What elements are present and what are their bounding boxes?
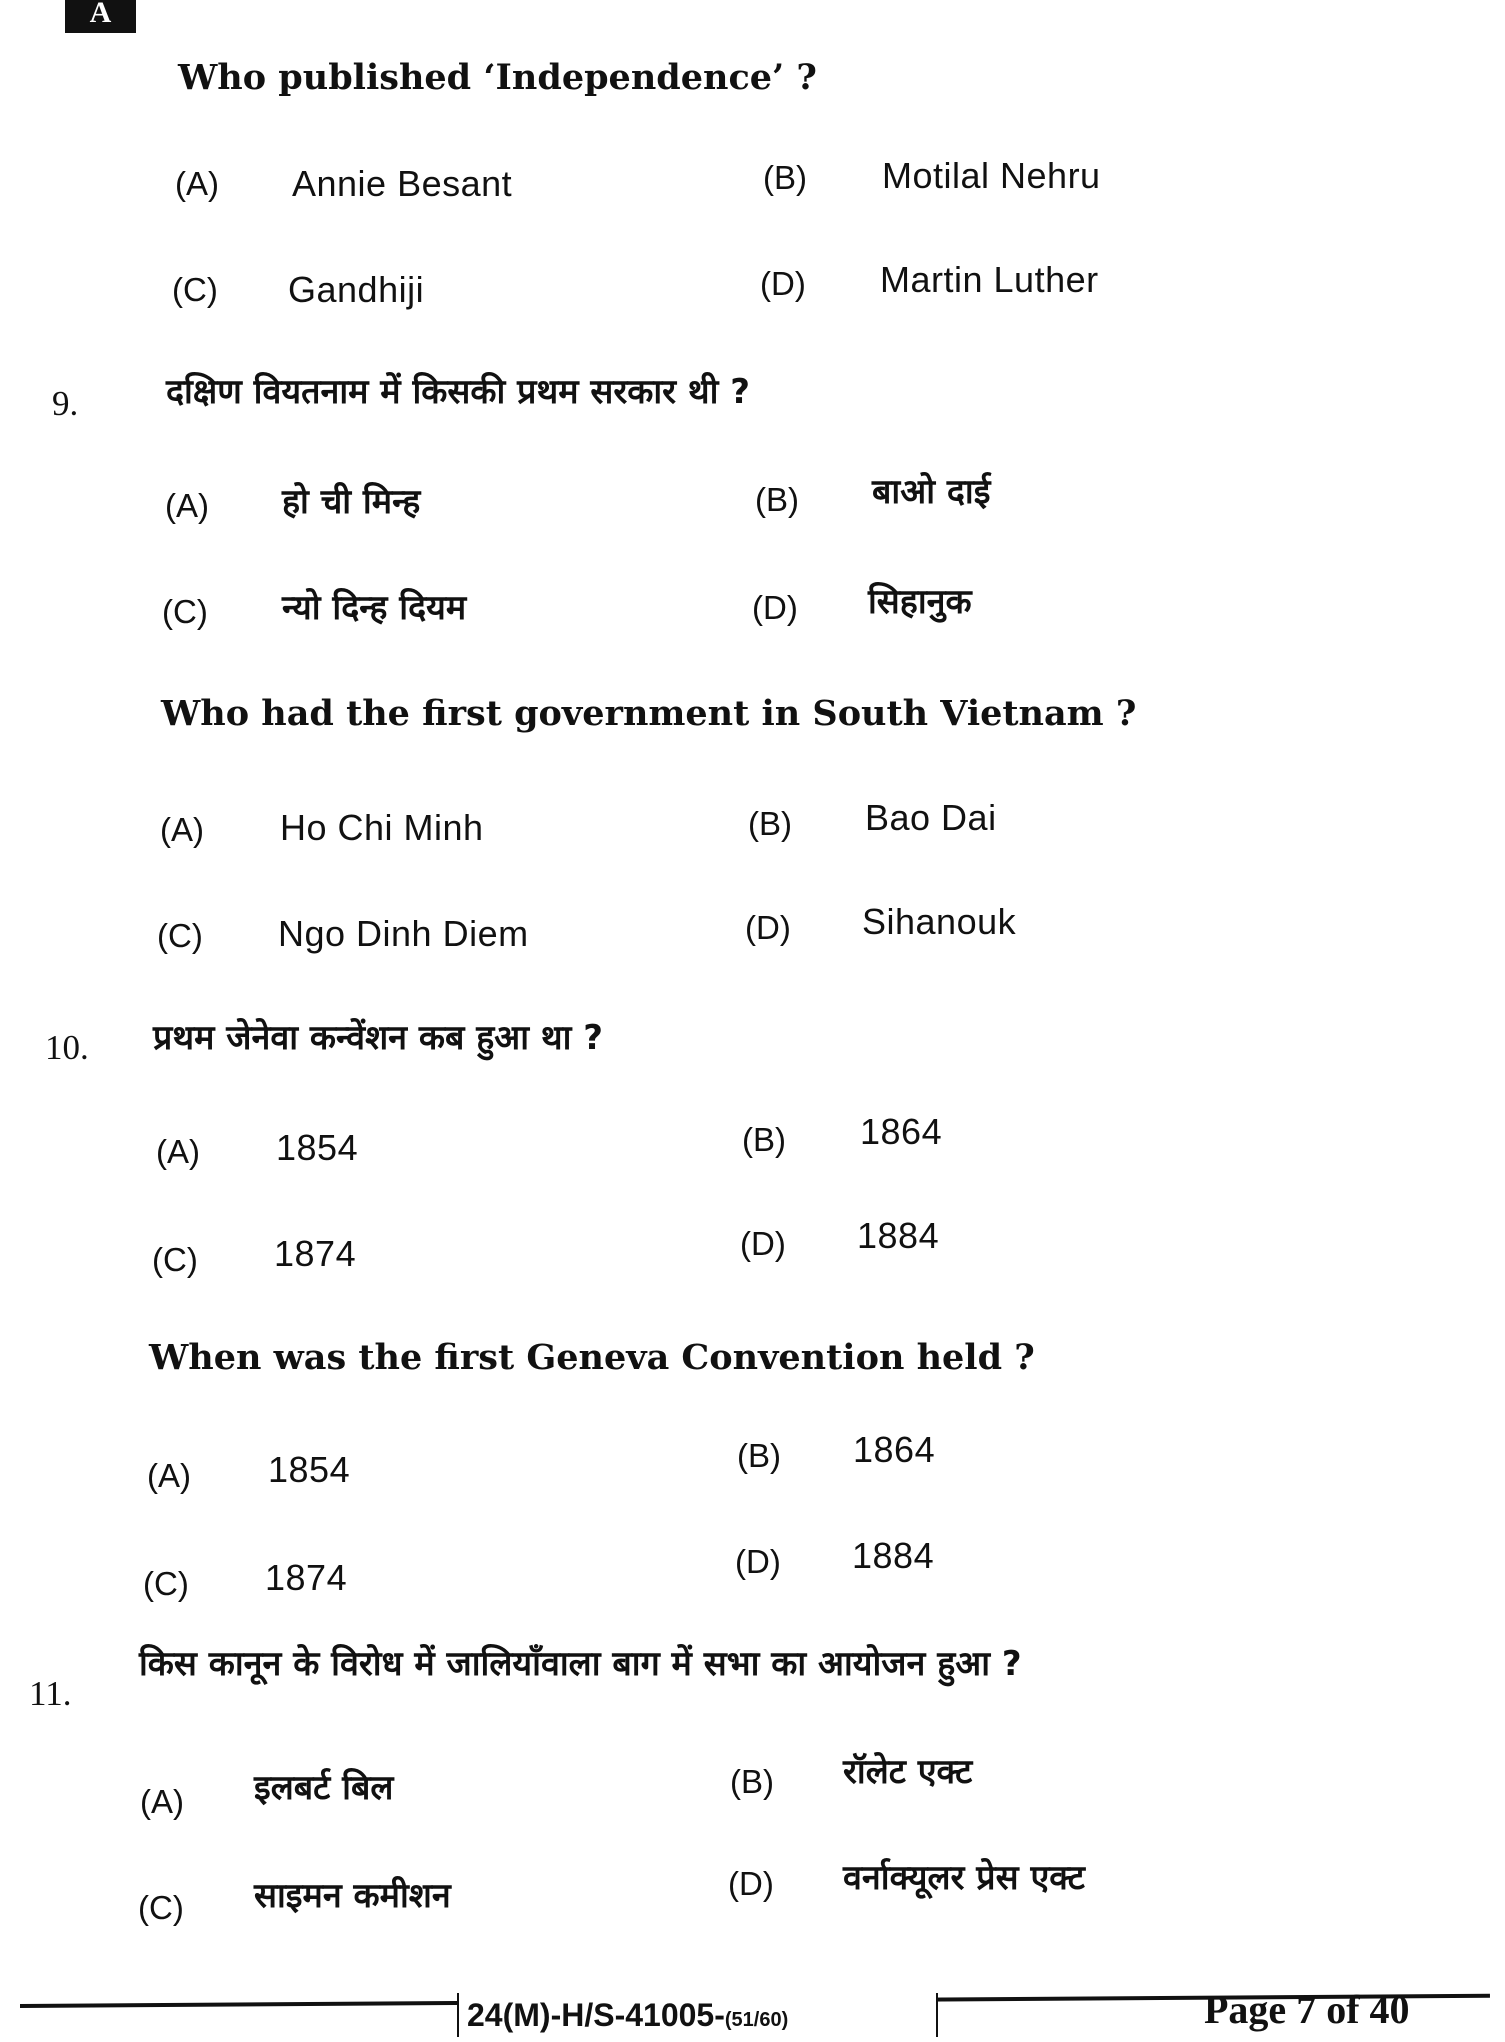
option-label: (B)	[730, 1763, 774, 1800]
option-text: 1884	[852, 1535, 935, 1576]
option-label: (D)	[760, 265, 806, 302]
option-label: (C)	[143, 1565, 189, 1602]
question-8-english: Who published ‘Independence’ ?	[178, 57, 817, 98]
question-9-hindi: दक्षिण वियतनाम में किसकी प्रथम सरकार थी ?	[166, 372, 751, 412]
option-label: (C)	[152, 1241, 198, 1278]
option-text: Annie Besant	[292, 163, 513, 204]
option-label: (B)	[748, 805, 792, 842]
paper-code	[457, 1993, 938, 2037]
option-text: साइमन कमीशन	[254, 1876, 451, 1916]
option-text: Ngo Dinh Diem	[278, 913, 529, 954]
option-text: Martin Luther	[880, 259, 1099, 300]
question-number: 9.	[52, 384, 79, 423]
option-text: 1884	[857, 1215, 940, 1256]
option-text: 1854	[268, 1449, 351, 1490]
option-label: (D)	[740, 1225, 786, 1262]
option-text: 1864	[860, 1111, 943, 1152]
option-label: (B)	[737, 1437, 781, 1474]
option-label: (D)	[728, 1865, 774, 1902]
option-label: (C)	[138, 1889, 184, 1926]
option-label: (D)	[752, 589, 798, 626]
option-label: (B)	[763, 159, 807, 196]
option-text: वर्नाक्यूलर प्रेस एक्ट	[843, 1858, 1085, 1898]
option-label: (A)	[156, 1133, 200, 1170]
section-badge: A	[65, 0, 136, 33]
question-number: 11.	[29, 1674, 72, 1713]
option-label: (C)	[157, 917, 203, 954]
option-text: रॉलेट एक्ट	[843, 1752, 973, 1792]
option-label: (D)	[735, 1543, 781, 1580]
question-10-english: When was the first Geneva Convention held ?	[149, 1337, 1035, 1378]
option-text: 1874	[274, 1233, 357, 1274]
option-label: (B)	[755, 481, 799, 518]
option-label: (A)	[140, 1783, 184, 1820]
question-10-hindi: प्रथम जेनेवा कन्वेंशन कब हुआ था ?	[153, 1018, 603, 1058]
question-number: 10.	[45, 1028, 89, 1067]
option-text: 1864	[853, 1429, 936, 1470]
option-text: इलबर्ट बिल	[254, 1768, 394, 1808]
paper-code-main: 24(M)-H/S-41005-	[467, 1997, 725, 2033]
option-label: (B)	[742, 1121, 786, 1158]
option-label: (A)	[147, 1457, 191, 1494]
question-11-hindi: किस कानून के विरोध में जालियाँवाला बाग में सभा का आयोजन हुआ ?	[139, 1644, 1022, 1684]
option-label: (D)	[745, 909, 791, 946]
question-9-english: Who had the first government in South Vietnam ?	[161, 693, 1137, 734]
option-text: Motilal Nehru	[882, 155, 1101, 196]
option-label: (A)	[160, 811, 204, 848]
option-text: Ho Chi Minh	[280, 807, 484, 848]
option-text: Sihanouk	[862, 901, 1017, 942]
option-text: Gandhiji	[288, 269, 425, 310]
option-text: बाओ दाई	[872, 472, 991, 512]
option-label: (C)	[162, 593, 208, 630]
option-text: 1874	[265, 1557, 348, 1598]
option-label: (C)	[172, 271, 218, 308]
option-label: (A)	[165, 487, 209, 524]
option-text: न्यो दिन्ह दियम	[282, 588, 467, 628]
option-text: सिहानुक	[868, 582, 972, 622]
page-number: Page 7 of 40	[1204, 1987, 1410, 2032]
option-text: Bao Dai	[865, 797, 997, 838]
option-text: हो ची मिन्ह	[282, 482, 421, 522]
paper-code-suffix: (51/60)	[724, 2009, 789, 2031]
option-label: (A)	[175, 165, 219, 202]
option-text: 1854	[276, 1127, 359, 1168]
